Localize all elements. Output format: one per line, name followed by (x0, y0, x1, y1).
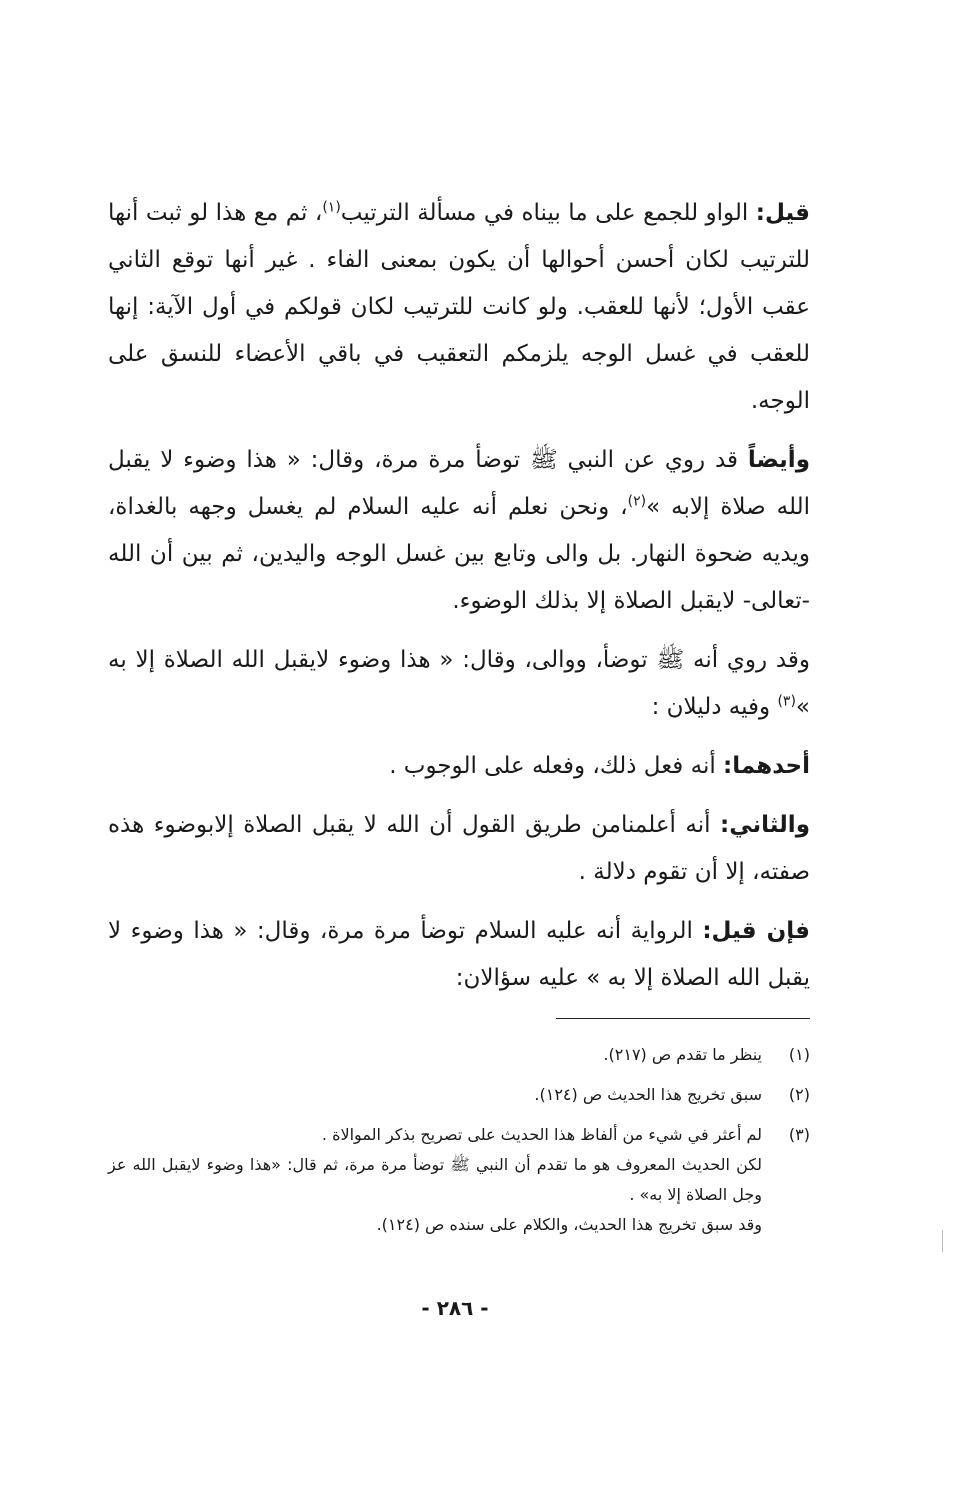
footnote-2 (108, 1080, 810, 1110)
main-text (108, 190, 810, 1014)
paragraph-text-cont: ، ونحن نعلم أنه عليه السلام لم يغسل وجهه بالغداة، ويديه ضحوة النهار. بل والى وتابع بين غسل الوجه واليدين، ثم بين أن الله -تعالى- لايقبل الصلاة إلا بذلك الوضوء. (108, 494, 810, 614)
footnote-line: ينظر ما تقدم ص (٢١٧). (603, 1045, 762, 1064)
footnote-body (108, 1120, 762, 1240)
paragraph-text: وقد روي أنه ﷺ توضأ، ووالى، وقال: « هذا وضوء لايقبل الله الصلاة إلا به » (108, 647, 810, 720)
footnote-divider (556, 1018, 810, 1019)
paragraph-5 (108, 802, 810, 896)
footnote-line: لم أعثر في شيء من ألفاظ هذا الحديث على تصريح بذكر الموالاة . (321, 1125, 762, 1144)
footnote-ref-1: (١) (322, 199, 341, 216)
paragraph-text-cont: وفيه دليلان : (651, 694, 778, 720)
paragraph-lead: قيل: (755, 200, 810, 226)
footnote-line: وقد سبق تخريج هذا الحديث، والكلام على سنده ص (١٢٤). (376, 1215, 762, 1234)
footnote-body (108, 1080, 762, 1110)
footnote-3 (108, 1120, 810, 1240)
paragraph-text: الواو للجمع على ما بيناه في مسألة الترتيب (340, 200, 756, 226)
footnote-1 (108, 1040, 810, 1070)
paragraph-lead: أحدهما: (723, 753, 810, 779)
paragraph-text-cont: ، ثم مع هذا لو ثبت أنها للترتيب لكان أحسن أحوالها أن يكون بمعنى الفاء . غير أنها توقع الثاني عقب الأول؛ لأنها للعقب. ولو كانت للترتيب لكان قولكم في أول الآية: إنها للعقب في غسل الوجه يلزمكم التعقيب في باقي الأعضاء للنسق على الوجه. (108, 200, 810, 414)
footnote-body (108, 1040, 762, 1070)
paragraph-lead: وأيضاً (747, 447, 810, 473)
paragraph-text: قد روي عن النبي ﷺ توضأ مرة مرة، وقال: « هذا وضوء لا يقبل الله صلاة إلابه » (108, 447, 810, 520)
paragraph-1 (108, 190, 810, 425)
paragraph-3 (108, 637, 810, 731)
page-number: - ٢٨٦ - (421, 1296, 489, 1320)
paragraph-lead: فإن قيل: (702, 918, 810, 944)
footnote-ref-2: (٢) (627, 493, 647, 510)
footnotes (108, 1040, 810, 1250)
paragraph-2 (108, 437, 810, 625)
footnote-line: لكن الحديث المعروف هو ما تقدم أن النبي ﷺ توضأ مرة مرة، ثم قال: «هذا وضوء لايقبل الله عز وجل الصلاة إلا به» . (108, 1155, 762, 1204)
paragraph-6 (108, 908, 810, 1002)
footnote-line: سبق تخريج هذا الحديث ص (١٢٤). (534, 1085, 762, 1104)
paragraph-text: أنه فعل ذلك، وفعله على الوجوب . (389, 753, 724, 779)
paragraph-text: أنه أعلمنامن طريق القول أن الله لا يقبل الصلاة إلابوضوء هذه صفته، إلا أن تقوم دلالة . (108, 812, 810, 885)
paragraph-text: الرواية أنه عليه السلام توضأ مرة مرة، وقال: « هذا وضوء لا يقبل الله الصلاة إلا به » عليه سؤالان: (108, 918, 810, 991)
footnote-ref-3: (٣) (777, 693, 796, 710)
paragraph-lead: والثاني: (720, 812, 810, 838)
footnote-number: (٣) (788, 1125, 810, 1144)
scan-edge-mark (942, 1230, 943, 1252)
paragraph-4 (108, 743, 810, 790)
footnote-number: (١) (788, 1045, 810, 1064)
footnote-number: (٢) (788, 1085, 810, 1104)
